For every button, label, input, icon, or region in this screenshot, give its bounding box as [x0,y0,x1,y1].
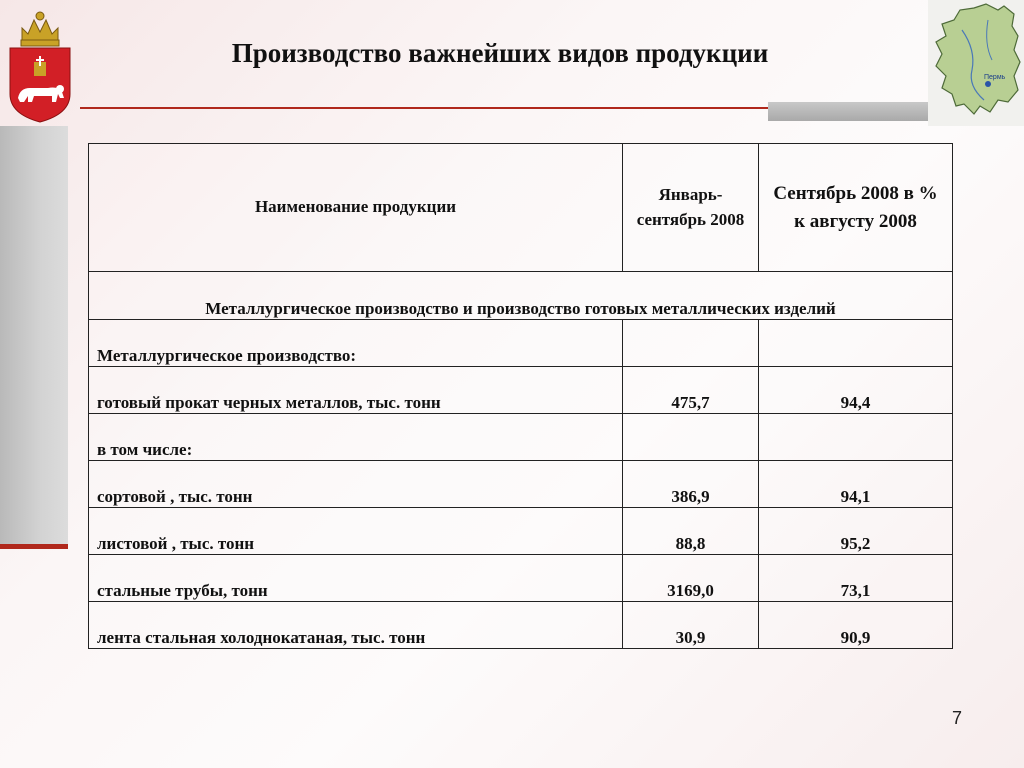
header-product-name: Наименование продукции [89,144,623,272]
row-percent: 95,2 [759,508,953,555]
page-number: 7 [951,708,962,728]
row-label: готовый прокат черных металлов, тыс. тонн [89,367,623,414]
table-row [89,602,953,649]
table-row [89,461,953,508]
row-value: 3169,0 [623,555,759,602]
coat-of-arms-icon [8,2,72,124]
region-map-icon [928,0,1024,126]
section-title: Металлургическое производство и производство готовых металлических изделий [89,272,953,320]
table-row [89,367,953,414]
table-row [89,508,953,555]
row-percent [759,320,953,367]
header-decor-bar [768,102,930,121]
row-value: 30,9 [623,602,759,649]
table-row [89,320,953,367]
table-section-row [89,272,953,320]
row-percent: 94,4 [759,367,953,414]
row-label: в том числе: [89,414,623,461]
row-label: Металлургическое производство: [89,320,623,367]
row-label: сортовой , тыс. тонн [89,461,623,508]
left-decor-red-line [0,544,68,549]
row-value [623,414,759,461]
row-value [623,320,759,367]
row-label: лента стальная холоднокатаная, тыс. тонн [89,602,623,649]
row-percent: 73,1 [759,555,953,602]
row-percent: 90,9 [759,602,953,649]
table-row [89,555,953,602]
header-period: Январь-сентябрь 2008 [623,144,759,272]
row-percent: 94,1 [759,461,953,508]
row-value: 475,7 [623,367,759,414]
left-decor-strip [0,126,68,544]
row-value: 386,9 [623,461,759,508]
production-table [88,143,953,649]
table-header-row [89,144,953,272]
slide-title: Производство важнейших видов продукции [231,38,769,68]
header-percent: Сентябрь 2008 в % к августу 2008 [759,144,953,272]
row-label: стальные трубы, тонн [89,555,623,602]
row-label: листовой , тыс. тонн [89,508,623,555]
row-value: 88,8 [623,508,759,555]
map-city-label: Пермь [984,74,1006,81]
row-percent [759,414,953,461]
table-row [89,414,953,461]
